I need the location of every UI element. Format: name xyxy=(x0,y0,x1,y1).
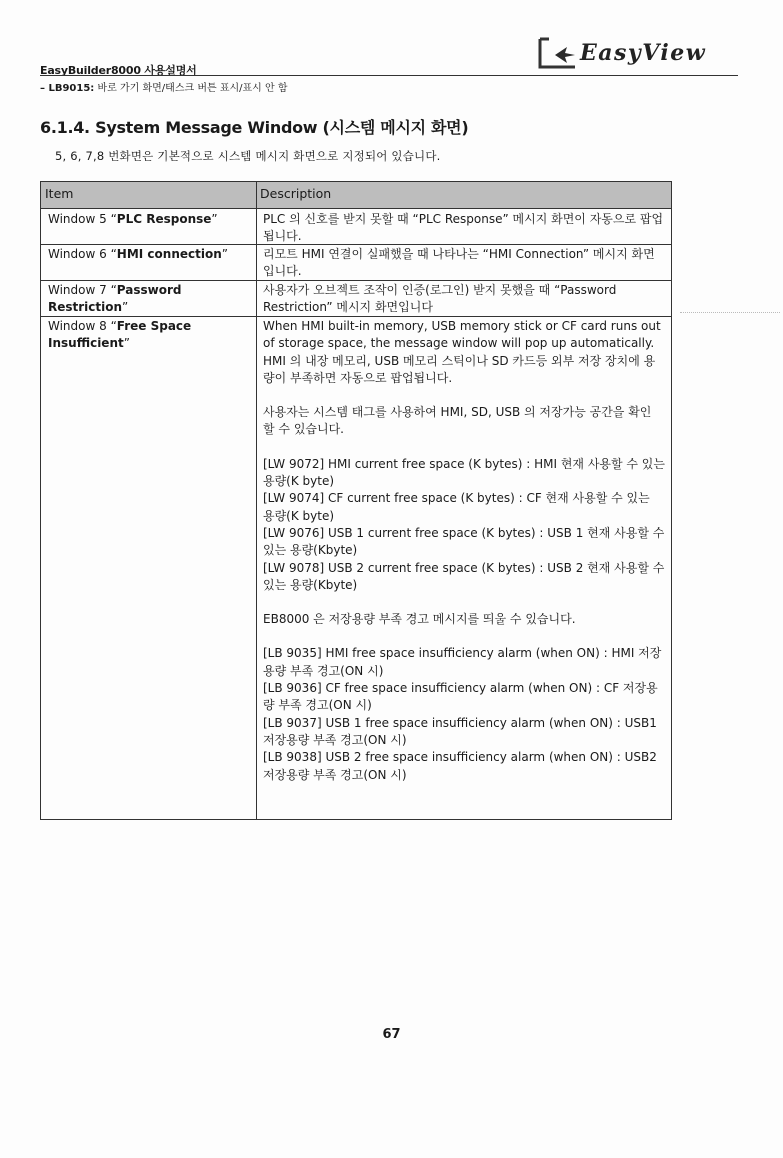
description-paragraph: 사용자는 시스템 태그를 사용하여 HMI, SD, USB 의 저장가능 공간을 확인 할 수 있습니다. xyxy=(263,405,652,437)
table-row-item xyxy=(48,246,253,263)
scan-artifact xyxy=(680,312,780,313)
page-number: 67 xyxy=(382,1027,401,1042)
item-suffix: ” xyxy=(211,212,218,226)
register-list: [LW 9072] HMI current free space (K bytes) : HMI 현재 사용할 수 있는 용량(K byte) [LW 9074] CF current free space (K bytes) : CF 현재 사용할 수 있는 용량(K byte) [LW 9076] USB 1 current free space (K bytes) : USB 1 현재 사용할 수 있는 용량(Kbyte) [LW 9078] USB 2 current free space (K bytes) : USB 2 현재 사용할 수 있는 용량(Kbyte) xyxy=(263,456,665,592)
item-suffix: ” xyxy=(221,247,228,261)
item-suffix: ” xyxy=(122,300,129,315)
table-row-item xyxy=(48,211,253,228)
table-row-description xyxy=(263,318,665,784)
description-paragraph: EB8000 은 저장용량 부족 경고 메시지를 띄울 수 있습니다. xyxy=(263,612,576,627)
header-sub-code: – LB9015: xyxy=(40,83,95,94)
row-divider xyxy=(41,280,671,281)
item-prefix: Window 5 “ xyxy=(48,212,117,226)
table-row-description xyxy=(263,246,665,281)
column-header-description: Description xyxy=(260,186,332,201)
item-prefix: Window 7 “ xyxy=(48,283,117,297)
header-rule xyxy=(40,75,738,76)
item-name: Free Space Insufficient xyxy=(48,319,192,351)
description-paragraph: 사용자가 오브젝트 조작이 인증(로그인) 받지 못했을 때 “Password Restriction” 메시지 화면입니다 xyxy=(263,283,617,315)
column-divider xyxy=(256,182,257,819)
header-sub-text: 바로 가기 화면/태스크 버튼 표시/표시 안 함 xyxy=(94,83,288,94)
table-header-row xyxy=(41,182,671,209)
item-prefix: Window 6 “ xyxy=(48,247,117,261)
logo-wordmark: EasyView xyxy=(580,40,707,66)
item-suffix: ” xyxy=(123,336,130,351)
table-row-description xyxy=(263,282,665,317)
header-subtitle xyxy=(40,79,288,94)
section-intro: 5, 6, 7,8 번화면은 기본적으로 시스템 메시지 화면으로 지정되어 있습니다. xyxy=(55,149,441,163)
alarm-list: [LB 9035] HMI free space insufficiency alarm (when ON) : HMI 저장용량 부족 경고(ON 시) [LB 9036] CF free space insufficiency alarm (when ON) : CF 저장용량 부족 경고(ON 시) [LB 9037] USB 1 free space insufficiency alarm (when ON) : USB1 저장용량 부족 경고(ON 시) [LB 9038] USB 2 free space insufficiency alarm (when ON) : USB2 저장용량 부족 경고(ON 시) xyxy=(263,646,662,782)
description-paragraph: PLC 의 신호를 받지 못할 때 “PLC Response” 메시지 화면이 자동으로 팝업 됩니다. xyxy=(263,212,664,244)
item-name: PLC Response xyxy=(116,212,212,226)
table-row-item xyxy=(48,282,253,317)
item-name: HMI connection xyxy=(116,247,222,261)
row-divider xyxy=(41,244,671,245)
description-paragraph: When HMI built-in memory, USB memory stick or CF card runs out of storage space, the message window will pop up automatically. HMI 의 내장 메모리, USB 메모리 스틱이나 SD 카드등 외부 저장 장치에 용량이 부족하면 자동으로 팝업됩니다. xyxy=(263,319,661,385)
item-name: Password Restriction xyxy=(48,283,182,315)
description-paragraph: 리모트 HMI 연결이 실패했을 때 나타나는 “HMI Connection” 메시지 화면입니다. xyxy=(263,247,655,279)
table-row-item xyxy=(48,318,253,353)
column-header-item: Item xyxy=(45,186,74,201)
system-message-table xyxy=(40,181,672,820)
row-divider xyxy=(41,316,671,317)
document-title: EasyBuilder8000 사용설명서 xyxy=(40,64,197,77)
section-title: 6.1.4. System Message Window (시스템 메시지 화면) xyxy=(40,118,469,137)
item-prefix: Window 8 “ xyxy=(48,319,117,333)
table-row-description xyxy=(263,211,665,246)
